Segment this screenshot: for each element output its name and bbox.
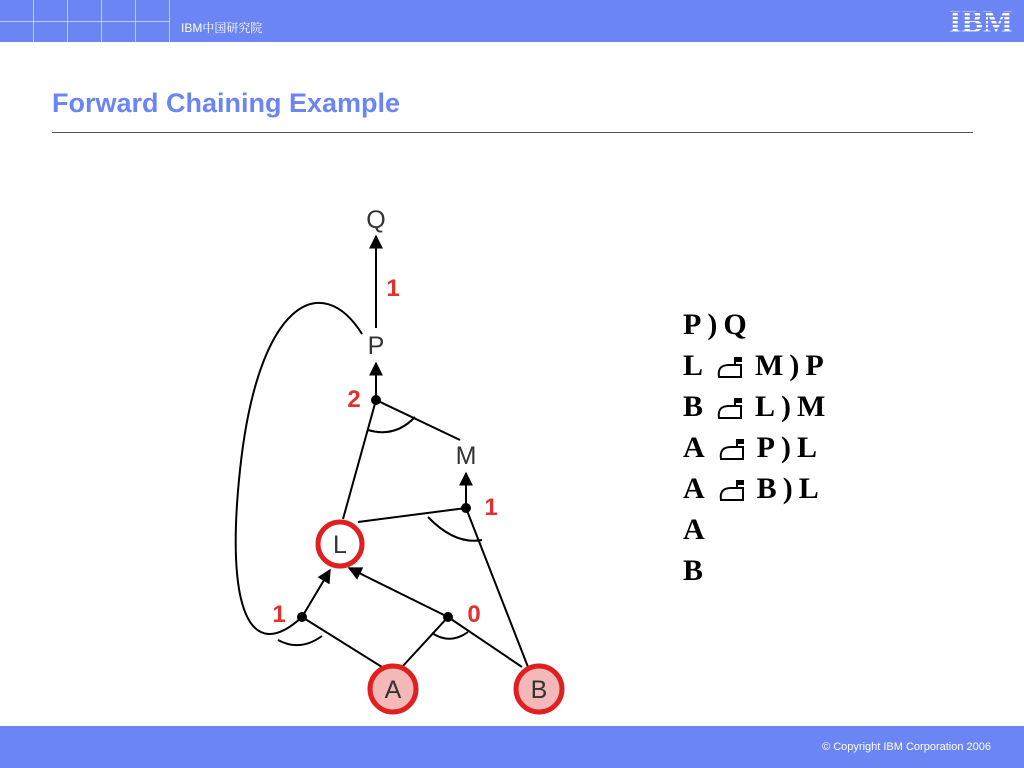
rule-term: B [683,554,704,587]
implies-symbol: ) [789,349,800,382]
rule-term: M [755,349,784,382]
copyright-notice: © Copyright IBM Corporation 2006 [822,741,991,753]
slide-title: Forward Chaining Example [52,88,401,118]
rule-term: P [683,308,702,341]
rules-list [683,304,831,591]
rule-term: L [798,472,819,505]
rule-term: Q [723,308,747,341]
rule-line [683,304,831,345]
node-p: P [367,332,385,360]
implies-symbol: ) [782,472,793,505]
node-q: Q [366,206,386,234]
node-l: L [333,531,347,559]
rule-line [683,427,831,468]
and-arc-ab [432,632,468,639]
cost-p-to-q: 1 [386,275,400,302]
node-m: M [455,442,477,470]
rule-term: M [797,390,826,423]
implies-symbol: ) [781,390,792,423]
rule-term: L [797,431,818,464]
edge-m-to-lm-junction [376,400,460,440]
rule-term: A [683,431,705,464]
rule-line [683,509,831,550]
edge-a-to-ab-junction [402,617,448,667]
bottom-banner [0,726,1024,768]
rule-term: L [755,390,776,423]
and-glyph-icon [717,478,751,504]
junction-ab [443,612,453,622]
rule-term: P [805,349,824,382]
edge-ab-to-l [349,568,448,617]
rule-term: B [683,390,704,423]
rule-term: B [756,472,777,505]
node-b: B [530,676,548,704]
cost-ap-to-l: 1 [272,601,286,628]
org-name: IBM中国研究院 [181,21,263,35]
rule-line [683,468,831,509]
rule-term: L [683,349,704,382]
and-glyph-icon [717,437,751,463]
ibm-logo [944,5,1018,37]
rule-term: A [683,513,705,546]
and-arc-ap [278,636,322,645]
and-glyph-icon [715,396,749,422]
rule-term: P [756,431,775,464]
rule-line [683,345,831,386]
edge-b-to-bl-junction [466,508,528,667]
and-arc-lm [368,417,415,432]
edge-l-to-lm-junction [343,400,376,519]
edge-p-to-ap-junction [236,303,362,634]
implies-symbol: ) [781,431,791,464]
cost-bl-to-m: 1 [484,494,498,521]
banner-grid-line [0,21,170,22]
ibm-logo-text: IBM [949,5,1013,37]
and-glyph-icon [715,355,749,381]
top-banner [0,0,1024,42]
edge-l-to-bl-junction [358,508,466,522]
rule-term: A [683,472,705,505]
junction-bl [461,503,471,513]
junction-lm [371,395,381,405]
title-divider [52,132,973,133]
cost-lm-to-p: 2 [347,386,361,413]
rule-line [683,550,831,591]
implies-symbol: ) [707,308,718,341]
edge-ap-to-l [302,570,330,617]
rule-line [683,386,831,427]
node-a: A [384,676,402,704]
and-or-graph [205,195,581,728]
cost-ab-to-l: 0 [467,601,481,628]
junction-ap [297,612,307,622]
